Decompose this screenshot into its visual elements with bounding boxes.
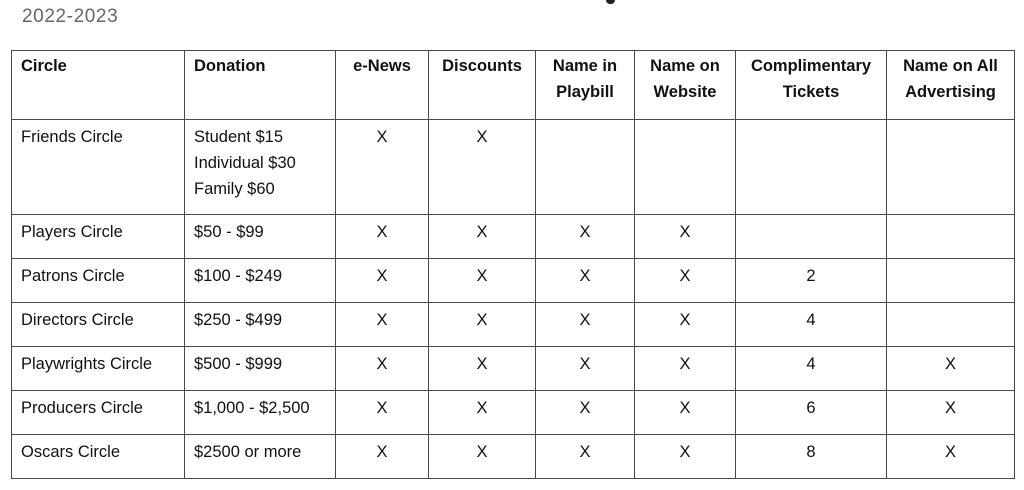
tickets-cell: 2 — [736, 259, 887, 303]
tickets-cell: 4 — [736, 303, 887, 347]
table-row — [12, 215, 1015, 259]
table-row — [12, 391, 1015, 435]
enews-cell: X — [336, 435, 429, 479]
column-header-tickets: Complimentary Tickets — [736, 51, 887, 120]
circle-cell: Patrons Circle — [12, 259, 185, 303]
enews-cell: X — [336, 347, 429, 391]
playbill-cell: X — [536, 259, 635, 303]
donation-tier-student: Student $15 — [194, 128, 283, 146]
circle-cell: Friends Circle — [12, 120, 185, 215]
donation-cell: $250 - $499 — [185, 303, 336, 347]
discounts-cell: X — [429, 259, 536, 303]
discounts-cell: X — [429, 215, 536, 259]
column-header-donation: Donation — [185, 51, 336, 120]
discounts-cell: X — [429, 120, 536, 215]
website-cell: X — [635, 259, 736, 303]
table-row — [12, 303, 1015, 347]
tickets-cell: 6 — [736, 391, 887, 435]
website-cell: X — [635, 347, 736, 391]
column-header-discounts: Discounts — [429, 51, 536, 120]
circle-cell: Producers Circle — [12, 391, 185, 435]
playbill-cell: X — [536, 435, 635, 479]
circle-cell: Playwrights Circle — [12, 347, 185, 391]
discounts-cell: X — [429, 435, 536, 479]
circle-cell: Players Circle — [12, 215, 185, 259]
tickets-cell: 4 — [736, 347, 887, 391]
column-header-website: Name on Website — [635, 51, 736, 120]
advertising-cell — [887, 215, 1015, 259]
table-row — [12, 347, 1015, 391]
playbill-cell — [536, 120, 635, 215]
circle-cell: Oscars Circle — [12, 435, 185, 479]
website-cell — [635, 120, 736, 215]
playbill-cell: X — [536, 303, 635, 347]
year-label: 2022-2023 — [22, 6, 119, 27]
discounts-cell: X — [429, 391, 536, 435]
advertising-cell — [887, 303, 1015, 347]
advertising-cell: X — [887, 435, 1015, 479]
column-header-playbill: Name in Playbill — [536, 51, 635, 120]
playbill-cell: X — [536, 215, 635, 259]
donation-cell: $500 - $999 — [185, 347, 336, 391]
donation-cell — [185, 120, 336, 215]
enews-cell: X — [336, 215, 429, 259]
column-header-circle: Circle — [12, 51, 185, 120]
tickets-cell: 8 — [736, 435, 887, 479]
website-cell: X — [635, 215, 736, 259]
enews-cell: X — [336, 120, 429, 215]
column-header-advertising: Name on All Advertising — [887, 51, 1015, 120]
table-row — [12, 259, 1015, 303]
tickets-cell — [736, 215, 887, 259]
discounts-cell: X — [429, 303, 536, 347]
website-cell: X — [635, 435, 736, 479]
advertising-cell: X — [887, 347, 1015, 391]
playbill-cell: X — [536, 391, 635, 435]
advertising-cell: X — [887, 391, 1015, 435]
donation-cell: $2500 or more — [185, 435, 336, 479]
membership-benefits-table — [11, 50, 1015, 479]
table-header-row — [12, 51, 1015, 120]
advertising-cell — [887, 120, 1015, 215]
tickets-cell — [736, 120, 887, 215]
enews-cell: X — [336, 259, 429, 303]
donation-tier-family: Family $60 — [194, 180, 275, 198]
column-header-enews: e-News — [336, 51, 429, 120]
advertising-cell — [887, 259, 1015, 303]
enews-cell: X — [336, 391, 429, 435]
donation-cell: $100 - $249 — [185, 259, 336, 303]
playbill-cell: X — [536, 347, 635, 391]
circle-cell: Directors Circle — [12, 303, 185, 347]
enews-cell: X — [336, 303, 429, 347]
discounts-cell: X — [429, 347, 536, 391]
donation-cell: $1,000 - $2,500 — [185, 391, 336, 435]
table-row — [12, 435, 1015, 479]
website-cell: X — [635, 303, 736, 347]
cropped-title-glyph — [606, 0, 615, 4]
website-cell: X — [635, 391, 736, 435]
donation-cell: $50 - $99 — [185, 215, 336, 259]
donation-tier-individual: Individual $30 — [194, 154, 296, 172]
table-row — [12, 120, 1015, 215]
